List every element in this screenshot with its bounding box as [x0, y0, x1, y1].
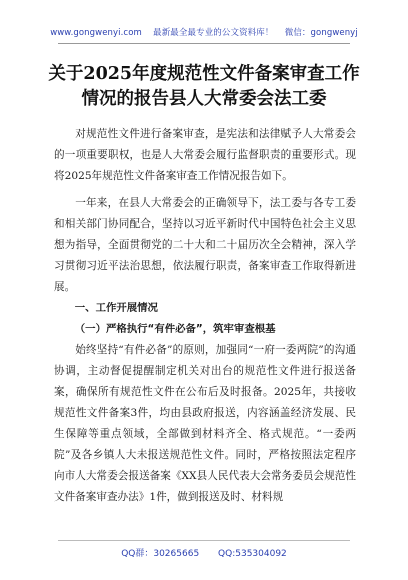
title-line-2: 情况的报告县人大常委会法工委 [81, 89, 327, 109]
document-title [40, 62, 368, 112]
paragraph-overview: 一年来，在县人大常委会的正确领导下，法工委与各专工委和相关部门协同配合，坚持以习近平新时代中国特色社会主义思想为指导，全面贯彻党的二十大和二十届历次全会精神，深入学习贯彻习近平法治思想，依法履行职责，备案审查工作取得新进展。 [54, 197, 356, 293]
title-line-1: 关于2025年度规范性文件备案审查工作 [48, 64, 360, 84]
document-body [54, 124, 356, 508]
footer-divider [58, 540, 350, 541]
header-wechat: 微信：gongwenyj [284, 28, 358, 38]
footer-qq: QQ:535304092 [218, 549, 287, 559]
header-divider [58, 43, 350, 44]
header-site-url[interactable]: www.gongwenyi.com [50, 28, 142, 38]
page-header [0, 26, 408, 38]
header-slogan: 最新最全最专业的公文资料库！ [153, 28, 274, 38]
paragraph-filing: 始终坚持“有件必备”的原则，加强同“一府一委两院”的沟通协调，主动督促提醒制定机关对出台的规范性文件进行报送备案，确保所有规范性文件在公布后及时报备。2025年，共接收规范性文件备案3件，均由县政府报送，内容涵盖经济发展、民生保障等重点领域，全部做到材料齐全、格式规范。“一委两院”及各乡镇人大未报送规范性文件。同时，严格按照法定程序向市人大常委会报送备案《XX县人民代表大会常务委员会规范性文件备案审查办法》1件，做到报送及时、材料规 [54, 344, 356, 503]
subsection-heading-1: （一）严格执行“有件必备”，筑牢审查根基 [74, 323, 276, 335]
page-footer [0, 546, 408, 559]
section-heading-1: 一、工作开展情况 [74, 302, 158, 314]
paragraph-intro: 对规范性文件进行备案审查，是宪法和法律赋予人大常委会的一项重要职权，也是人大常委会履行监督职责的重要形式。现将2025年规范性文件备案审查工作情况报告如下。 [54, 128, 356, 182]
footer-qq-group: QQ群：30265665 [121, 549, 200, 559]
